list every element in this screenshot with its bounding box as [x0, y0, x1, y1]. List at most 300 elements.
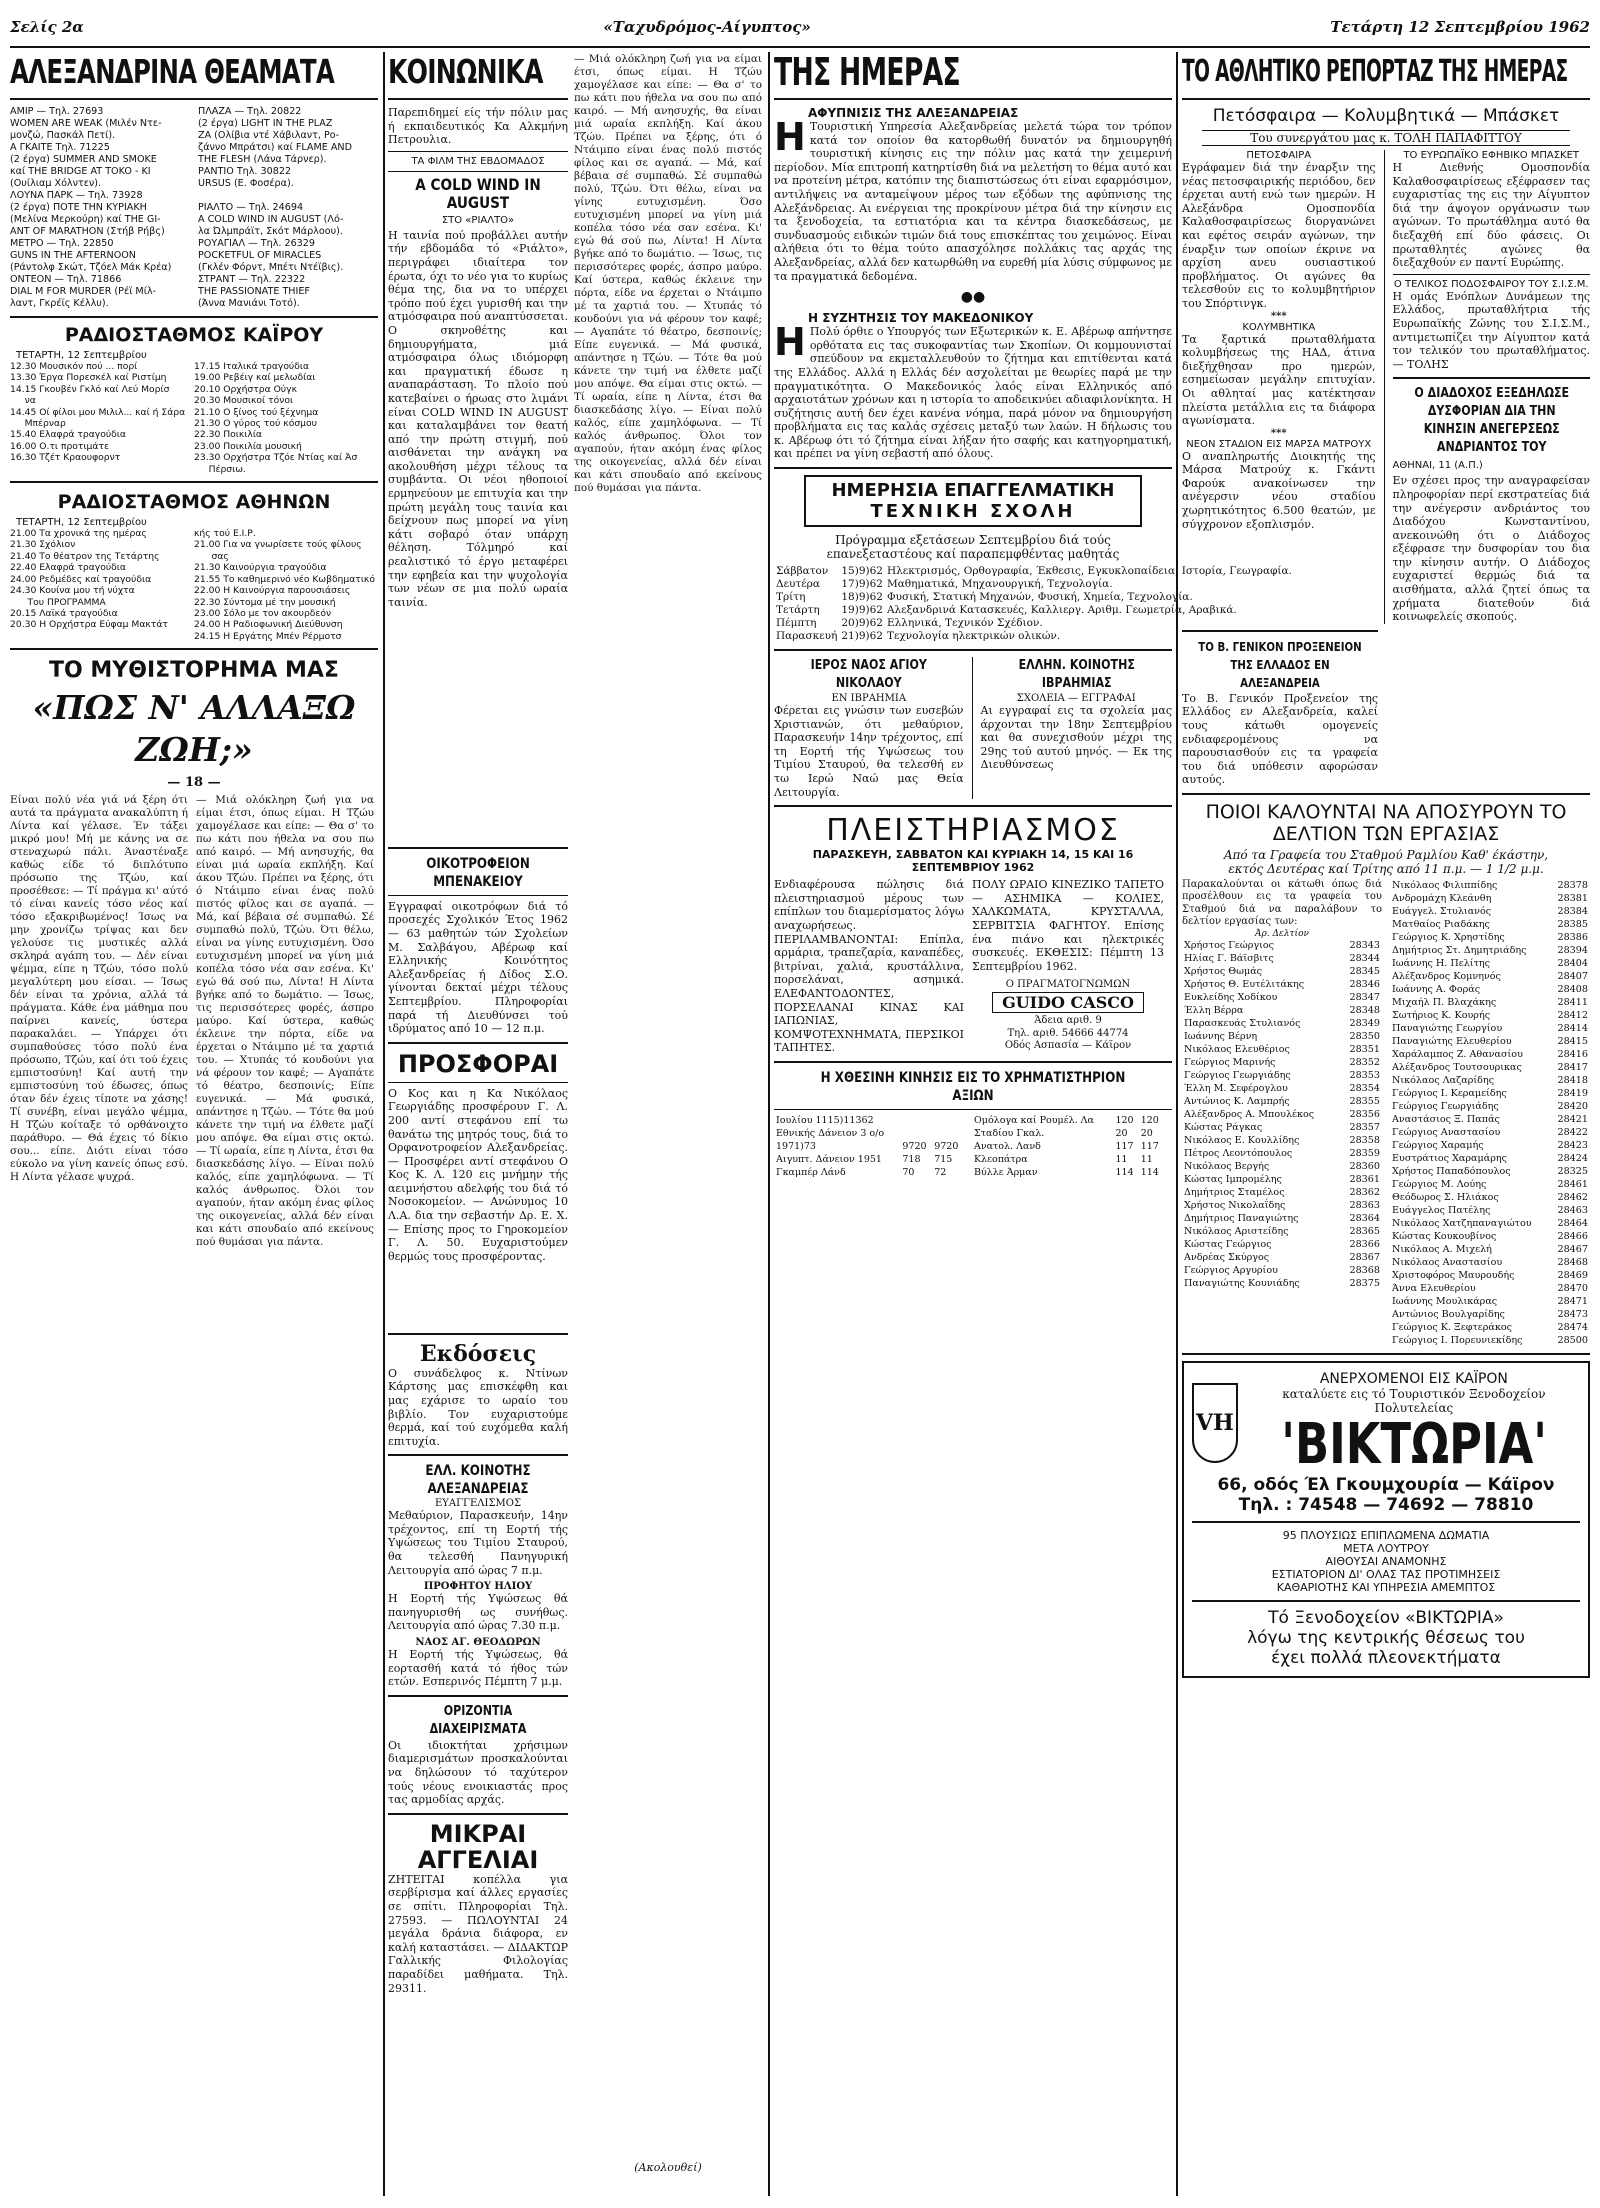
cinema-list: ΑΜΙΡ — Τηλ. 27693 WOMEN ARE WEAK (Μιλέν Ντε- μονζώ, Πασκάλ Πετί). Α ΓΚΑΙΤΕ Τηλ. 71225 (2 έργα) SUMMER AND SMOKE καί THE BRIDGE AT TOKO - ΚΙ (Ουίλιαμ Χόλντεν). ΛΟΥΝΑ ΠΑΡΚ — Τηλ. 73928 (2 έργα) ΠΟΤΕ ΤΗΝ ΚΥΡΙΑΚΗ (Μελίνα Μερκούρη) καί THE GI- ANT OF MARATHON (Στήβ Ρήβς) ΜΕΤΡΟ — Τηλ. 22850 GUNS IN THE AFTERNOON (Ράντολφ Σκώτ, Τζόελ Μάκ Κρέα) ΟΝΤΕΟΝ — Τηλ. 71866 DIAL M FOR MURDER (Ρέϊ Μίλ- λαντ, Γκρέϊς Κέλλυ). [10, 106, 172, 309]
table-cell: Ευκλείδης Χοδίκου [1184, 991, 1278, 1003]
table-cell: Ελληνικά, Τεχνικόν Σχέδιον. [886, 617, 1043, 630]
table-cell: 117 [1140, 1140, 1159, 1152]
table-cell: 18)9)62 [841, 591, 883, 604]
table-cell: 28424 [1557, 1153, 1588, 1164]
hotel-feature: ΑΙΘΟΥΣΑΙ ΑΝΑΜΟΝΗΣ [1325, 1555, 1447, 1568]
table-row [1182, 1277, 1382, 1290]
table-cell: Έλλη Βέρρα [1184, 1004, 1244, 1016]
column-theatres [10, 52, 378, 2196]
table-row [1390, 1282, 1590, 1295]
church-title: ΠΡΟΦΗΤΟΥ ΗΛΙΟΥ [423, 1581, 533, 1593]
radio-program: 12.30 Μουσικόν πού ... πορί 13.30 Έργα Πορεσκέλ καί Ριστίμη 14.15 Γκουβέν Γκλό καί Λεύ Μορίσ να 14.45 Οί φίλοι μου Μιλιλ... καί ή Σάρα Μπέρναρ 15.40 Ελαφρά τραγούδια 16.00 Ο.τι προτιμάτε 16.30 Τζέτ Κραουφορντ [10, 361, 186, 464]
table-cell: Χρήστος Θωμάς [1184, 965, 1263, 977]
table-row [1182, 1199, 1382, 1212]
table-row [1390, 931, 1590, 944]
table-row [1390, 1139, 1590, 1152]
novel-title: «ΠΩΣ Ν' ΑΛΛΑΞΩ ΖΩΗ;» [32, 688, 356, 770]
society-note: Παρεπιδημεί είς τήν πόλιν μας ή εκπαιδευτικός Κα Αλκμήνη Πετρουλια. [388, 106, 568, 147]
bourse-title: Η ΧΘΕΣΙΝΗ ΚΙΝΗΣΙΣ ΕΙΣ ΤΟ ΧΡΗΜΑΤΙΣΤΗΡΙΟΝ ΑΞΙΩΝ [820, 1069, 1126, 1104]
table-cell: 17)9)62 [841, 578, 883, 591]
table-row [1182, 965, 1382, 978]
table-cell: Αντώνιος Κ. Λαμπρής [1184, 1095, 1290, 1107]
table-row [1182, 1082, 1382, 1095]
table-row [1390, 1256, 1590, 1269]
table-cell: Ευάγγελ. Στυλιανός [1392, 906, 1492, 917]
table-cell: 114 [1140, 1166, 1159, 1178]
final-title: Ο ΤΕΛΙΚΟΣ ΠΟΔΟΣΦΑΙΡΟΥ ΤΟΥ Σ.Ι.Σ.Μ. [1393, 278, 1589, 290]
table-row [1390, 957, 1590, 970]
table-cell: 28461 [1557, 1179, 1588, 1190]
appraiser-address: Άδεια αριθ. 9 Τηλ. αριθ. 54666 44774 Oδός Ασπασία — Κάϊρον [1004, 1015, 1132, 1052]
separator-icon: ●● [960, 289, 986, 306]
hotel-feature: ΜΕΤΑ ΛΟΥΤΡΟΥ [1343, 1542, 1429, 1555]
swim-text: Τα ξαρτικά πρωταθλήματα κολυμβήσεως της ΗΑΔ, άτινα διεξήχθησαν προ ημερών, εσημείωσαν μεγάλην επιτυχίαν. Οι αθληταί μας κατέκτησαν πλείστα μετάλλια εις τα διάφορα αγωνίσματα. [1182, 332, 1376, 428]
hotel-feature: ΚΑΘΑΡΙΟΤΗΣ ΚΑΙ ΥΠΗΡΕΣΙΑ ΑΜΕΜΠΤΟΣ [1276, 1581, 1496, 1594]
stadium-title: ΝΕΟΝ ΣΤΑΔΙΟΝ ΕΙΣ ΜΑΡΣΑ ΜΑΤΡΟΥΧ [1186, 438, 1372, 450]
table-cell: 72 [934, 1166, 947, 1178]
newspaper-page [10, 8, 1590, 2200]
succession-title: Ο ΔΙΑΔΟΧΟΣ ΕΞΕΔΗΛΩΣΕ ΔΥΣΦΟΡΙΑΝ ΔΙΑ ΤΗΝ ΚΙΝΗΣΙΝ ΑΝΕΓΕΡΣΕΩΣ ΑΝΔΡΙΑΝΤΟΣ ΤΟΥ [1413, 386, 1569, 456]
page-header [10, 8, 1590, 48]
column-rule [383, 52, 385, 2196]
border-title: ΟΡΙΖΟΝΤΙΑ ΔΙΑΧΕΙΡΙΣΜΑΤΑ [429, 1703, 527, 1737]
table-row [1390, 1217, 1590, 1230]
auction-text: Ενδιαφέρουσα πώλησις διά πλειστηριασμού μέρους των επίπλων του διαμερίσματος λόγω αναχωρήσεως. ΠΕΡΙΛΑΜΒΑΝΟΝΤΑΙ: Επίπλα, αρμάρια, τραπεζαρία, καναπέδες, βιτρίναι, χαλιά, κρυστάλλινα, πορσελάναι, ασημικά. ΕΛΕΦΑΝΤΟΔΟΝΤΕΣ, ΠΟΡΣΕΛΑΝΑΙ ΚΙΝΑΣ ΚΑΙ ΙΑΠΩΝΙΑΣ, ΚΟΜΨΟΤΕΧΝΗΜΑΤΑ, ΠΕΡΣΙΚΟΙ ΤΑΠΗΤΕΣ. [774, 878, 964, 1055]
hotel-crest-icon: VH [1192, 1383, 1238, 1463]
hotel-feature: ΕΣΤΙΑΤΟΡΙΟΝ ΔΙ' ΟΛΑΣ ΤΑΣ ΠΡΟΤΙΜΗΣΕΙΣ [1271, 1568, 1501, 1581]
table-row [1390, 1321, 1590, 1334]
table-row [1390, 1152, 1590, 1165]
table-cell: 28462 [1557, 1192, 1588, 1203]
table-cell [900, 1127, 932, 1140]
table-row [972, 1114, 1164, 1127]
community-text: Αι εγγραφαί εις τα σχολεία μας άρχονται την 18ην Σεπτεμβρίου και θα συνεχισθούν μέχρι της 29ης τού αυτού μηνός. — Εκ της Διευθύνσεως [980, 704, 1172, 772]
table-cell: Αιγυπτ. Δάνειον 1951 [776, 1153, 882, 1165]
consulate-title: ΤΟ Β. ΓΕΝΙΚΟΝ ΠΡΟΞΕΝΕΙΟΝ ΤΗΣ ΕΛΛΑΔΟΣ ΕΝ ΑΛΕΞΑΝΔΡΕΙΑ [1198, 639, 1362, 690]
table-cell: Νικόλαος Αριστείδης [1184, 1225, 1289, 1237]
table-row [1182, 978, 1382, 991]
table-cell: Φυσική, Στατική Μηχανών, Φυσική, Χημεία, Τεχνολογία. [886, 591, 1193, 604]
table-cell: 715 [934, 1153, 953, 1165]
table-cell: Άννα Ελευθερίου [1392, 1283, 1476, 1294]
table-row [1182, 1173, 1382, 1186]
novel-label: ΤΟ ΜΥΘΙΣΤΟΡΗΜΑ ΜΑΣ [49, 658, 339, 684]
table-cell: 28464 [1557, 1218, 1588, 1229]
table-row [1390, 1308, 1590, 1321]
story-text [774, 320, 1172, 461]
table-row [1390, 1061, 1590, 1074]
table-cell: 28367 [1349, 1251, 1380, 1263]
hotel-tagline: λόγω της κεντρικής θέσεως του [1247, 1628, 1525, 1648]
community-sub: ΣΧΟΛΕΙΑ — ΕΓΓΡΑΦΑΙ [1016, 693, 1136, 705]
table-cell: Κώστας Γεώργιος [1184, 1238, 1272, 1250]
table-row [972, 1140, 1164, 1153]
table-cell: Δευτέρα [776, 578, 820, 591]
table-cell: Παναγιώτης Κουνιάδης [1184, 1277, 1300, 1289]
table-row [1390, 1204, 1590, 1217]
column-rule [1176, 52, 1178, 2196]
table-row [1182, 939, 1382, 952]
table-cell: 28384 [1557, 906, 1588, 917]
table-row [774, 1166, 964, 1179]
radio-program: 17.15 Ιταλικά τραγούδια 19.00 Ρεβέιγ καί μελωδίαι 20.10 Ορχήστρα Ούγκ 20.30 Μουσικοί τόνοι 21.10 Ο ξίνος τού ξέχνημα 21.30 Ο γύρος τού κόσμου 22.30 Ποικιλία 23.00 Ποικιλία μουσική 23.30 Ορχήστρα Τζόε Ντίας καί Άσ Πέρσιω. [194, 361, 358, 475]
table-cell: Παρασκευή [776, 630, 838, 643]
table-cell: 28363 [1349, 1199, 1380, 1211]
table-cell: Χρήστος Θ. Ευτέλιτάκης [1184, 978, 1305, 990]
table-row [1182, 1251, 1382, 1264]
issue-date: Τετάρτη 12 Σεπτεμβρίου 1962 [1330, 18, 1590, 36]
table-row [1390, 1269, 1590, 1282]
table-cell [900, 1114, 932, 1127]
table-cell: Τετάρτη [776, 604, 820, 617]
hotel-feature: 95 ΠΛΟΥΣΙΩΣ ΕΠΙΠΛΩΜΕΝΑ ΔΩΜΑΤΙΑ [1282, 1529, 1490, 1542]
hotel-tagline: Τό Ξενοδοχείον «ΒΙΚΤΩΡΙΑ» [1268, 1608, 1504, 1628]
table-cell: Αλέξανδρος Τουτσουρικας [1392, 1062, 1522, 1073]
table-cell: 28418 [1557, 1075, 1588, 1086]
sports-subtitle: Πετόσφαιρα — Κολυμβητικά — Μπάσκετ [1212, 106, 1560, 126]
table-cell: Τεχνολογία ηλεκτρικών ολικών. [886, 630, 1061, 643]
table-cell: 28375 [1349, 1277, 1380, 1289]
table-cell: Αλέξανδρος Α. Μπουλέκος [1184, 1108, 1315, 1120]
table-cell: Χαράλαμπος Ζ. Αθανασίου [1392, 1049, 1523, 1060]
succession-text: Εν σχέσει προς την αναγραφείσαν πληροφορίαν περί εκστρατείας διά την ανέγερσιν ανδριάντος του Διαδόχου Κωνσταντίνου, ανεκοινώθη ότι ο Διάδοχος εξέφρασε την δυσφορίαν του δια την κίνησιν αυτήν. Ο Διάδοχος ευχαριστεί θερμώς διά τα αισθήματα, αλλά ζητεί όπως τα χρήματα διατεθούν διά κοινωφελείς σκοπούς. [1392, 474, 1590, 624]
table-row [1390, 1334, 1590, 1347]
table-cell: Αντώνιος Βουλγαρίδης [1392, 1309, 1505, 1320]
table-cell: Νικόλαος Λαζαρίδης [1392, 1075, 1495, 1086]
story-body: Πολύ όρθιε ο Υπουργός των Εξωτερικών κ. Ε. Αβέρωφ απήντησε ορθότατα εις τας συκοφαντίας των Σκοπίων. Οι κομμουνισταί σπεύδουν να εκμεταλλευθούν το ζήτημα και επιτίθενται κατά της Ελλάδος. Αλλά η Ελλάς δέν ασχολείται με θεωρίες παρά με την πραγματικότητα. Ο Μακεδονικός λαός είναι Ελληνικός από αρχαιοτάτων χρόνων και η ιστορία το αποδεικνύει αδιαφιλονίκητα. Η συζήτησις αυτή δεν έχει κανένα νόημα, παρά μόνον να δημιουργήση προβλήματα εις τας καλάς σχέσεις μεταξύ των λαών. Η δήλωσις του κ. Αβέρωφ ότι τό ζήτημα είναι λήξαν ήτο σαφής και κατηγορηματική, και πρέπει να γίνη σεβαστή από όλους. [774, 325, 1172, 461]
auction-text: ΠΟΛΥ ΩΡΑΙΟ ΚΙΝΕΖΙΚΟ ΤΑΠΕΤΟ — ΑΣΗΜΙΚΑ — ΚΟΛΙΕΣ, ΧΑΛΚΩΜΑΤΑ, ΚΡΥΣΤΑΛΛΑ, ΣΕΡΒΙΤΣΙΑ ΦΑΓΗΤΟΥ. Επίσης ένα πιάνο και ηλεκτρικές συσκευές. ΕΚΘΕΣΙΣ: Πέμπτη 13 Σεπτεμβρίου 1962. [972, 878, 1164, 973]
community-title: ΕΛΛ. ΚΟΙΝΟΤΗΣ ΑΛΕΞΑΝΔΡΕΙΑΣ [425, 1463, 531, 1498]
church-text: Η Εορτή τής Υψώσεως, θά εορτασθή κατά τό ήθος τών ετών. Εσπερινός Πέμπτη 7 μ.μ. [388, 1648, 568, 1689]
table-row [1390, 1126, 1590, 1139]
sports-byline: Του συνεργάτου μας κ. ΤΟΛΗ ΠΑΠΑΦΙΤΤΟΥ [1202, 130, 1570, 146]
table-cell: 28416 [1557, 1049, 1588, 1060]
hotel-tagline: έχει πολλά πλεονεκτήματα [1271, 1648, 1501, 1668]
table-cell: 28344 [1349, 952, 1380, 964]
table-row [1390, 879, 1590, 892]
table-cell: Βύλλε Άρμαν [974, 1166, 1038, 1178]
table-cell: Σάββατον [776, 565, 829, 578]
table-cell: Ιωάννης Α. Φοράς [1392, 984, 1481, 995]
table-cell: 28412 [1557, 1010, 1588, 1021]
table-row [1390, 918, 1590, 931]
table-row [1182, 1238, 1382, 1251]
church-text: Φέρεται εις γνώσιν των ευσεβών Χριστιανών, ότι μεθαύριον, Παρασκευήν 14ην τρέχοντος, επί τη Εορτή τής Υψώσεως του Τιμίου Σταυρού, θα τελεσθή εν τω Ιερώ Ναώ μας Θεία Λειτουργία. [774, 704, 964, 799]
small-ads-title: ΜΙΚΡΑΙ ΑΓΓΕΛΙΑΙ [417, 1819, 539, 1874]
table-cell: 9720 [902, 1140, 927, 1152]
table-cell: 11 [1140, 1153, 1153, 1165]
table-row [1182, 1030, 1382, 1043]
table-cell: 28474 [1557, 1322, 1588, 1333]
table-cell: 28347 [1349, 991, 1380, 1003]
table-row [1390, 1048, 1590, 1061]
section-title: ΑΛΕΞΑΝΔΡΙΝΑ ΘΕΑΜΑΤΑ [10, 52, 335, 91]
table-cell: 28394 [1557, 945, 1588, 956]
table-row [1182, 1225, 1382, 1238]
table-cell: Χρήστος Νικολαΐδης [1184, 1199, 1286, 1211]
table-cell: 28364 [1349, 1212, 1380, 1224]
border-text: Οι ιδιοκτήται χρήσιμων διαμερισμάτων προσκαλούνται να δηλώσουν τό ταχύτερον τούς νέους ενοικιαστάς προς τας αρμοδίας αρχάς. [388, 1738, 568, 1807]
lottery-column-label: Άρ. Δελτίον [1255, 928, 1309, 939]
auction-dates: ΠΑΡΑΣΚΕΥΗ, ΣΑΒΒΑΤΟΝ ΚΑΙ ΚΥΡΙΑΚΗ 14, 15 ΚΑΙ 16 ΣΕΠΤΕΜΒΡΙΟΥ 1962 [812, 848, 1134, 875]
appraiser-name: GUIDO CASCO [992, 992, 1144, 1013]
table-cell [932, 1127, 964, 1140]
table-cell: Ματθαίος Ριαδάκης [1392, 919, 1490, 930]
table-cell: 120 [1115, 1114, 1134, 1126]
hotel-banner: ΑΝΕΡΧΟΜΕΝΟΙ ΕΙΣ ΚΑΪΡΟΝ [1319, 1371, 1508, 1387]
lottery-intro: Παρακαλούνται οι κάτωθι όπως διά προσέλθουν εις τα γραφεία του Σταθμού διά να παραλάβουν το δελτίον εργασίας των: [1182, 879, 1382, 928]
table-row [1182, 1108, 1382, 1121]
community-text: Μεθαύριον, Παρασκευήν, 14ην τρέχοντος, επί τη Εορτή τής Υψώσεως του Τιμίου Σταυρού, θα τελεσθή Πανηγυρική Λειτουργία από ώρας 7 π.μ. [388, 1509, 568, 1577]
table-row [1390, 1178, 1590, 1191]
table-row [1182, 1043, 1382, 1056]
consulate-text: Το Β. Γενικόν Προξενείον της Ελλάδος εν Αλεξανδρεία, καλεί τους κάτωθι ομογενείς ενδιαφερομένους να παρουσιασθούν εις τα γραφεία του διά υπόθεσιν αφορώσαν αυτούς. [1182, 691, 1378, 787]
table-cell: 718 [902, 1153, 921, 1165]
radio-program: 21.00 Τα χρονικά της ημέρας 21.30 Σχόλιον 21.40 Το θέατρον της Τετάρτης 22.40 Ελαφρά τραγούδια 24.00 Ρεδμέδες καί τραγούδια 24.30 Κουίνα μου τή νύχτα Του ΠΡΟΓΡΑΜΜΑ 20.15 Λαϊκά τραγούδια 20.30 Η Ορχήστρα Εύφαμ Μακτάτ [10, 528, 168, 631]
table-cell: Νικόλαος Χατζηπαναγιώτου [1392, 1218, 1532, 1229]
table-cell: 28469 [1557, 1270, 1588, 1281]
table-cell: Αλεξανδρινά Κατασκευές, Καλλιεργ. Αριθμ. Γεωμετρία, Αραβικά. [886, 604, 1237, 617]
table-cell: 28345 [1349, 965, 1380, 977]
table-cell: 70 [902, 1166, 915, 1178]
lottery-table [1182, 939, 1382, 1290]
table-cell: 28407 [1557, 971, 1588, 982]
story-text [774, 115, 1172, 283]
table-row [1182, 952, 1382, 965]
table-cell: 28354 [1349, 1082, 1380, 1094]
table-cell: 28421 [1557, 1114, 1588, 1125]
table-row [972, 1153, 1164, 1166]
table-cell: Γεώργιος Κ. Ξεφτεράκος [1392, 1322, 1513, 1333]
table-cell: Ανδρέας Σκύργος [1184, 1251, 1270, 1263]
table-row [1182, 1160, 1382, 1173]
table-row [972, 1127, 1164, 1140]
table-cell: 28356 [1349, 1108, 1380, 1120]
table-cell: Δημήτριος Σταμέλος [1184, 1186, 1285, 1198]
table-cell: Ευστράτιος Χαραμάρης [1392, 1153, 1507, 1164]
table-cell: Δημήτριος Παναγιώτης [1184, 1212, 1299, 1224]
table-cell: Νικόλαος Αναστασίου [1392, 1257, 1503, 1268]
table-cell: 28352 [1349, 1056, 1380, 1068]
church-title: ΙΕΡΟΣ ΝΑΟΣ ΑΓΙΟΥ ΝΙΚΟΛΑΟΥ [810, 658, 927, 692]
table-row [1390, 1022, 1590, 1035]
table-row [1182, 1264, 1382, 1277]
hotel-banner: καταλύετε εις τό Τουριστικόν Ξενοδοχείον Πολυτελείας [1282, 1387, 1546, 1415]
table-row [1390, 1113, 1590, 1126]
table-cell: Νικόλαος Βεργής [1184, 1160, 1270, 1172]
table-row [1182, 1069, 1382, 1082]
table-row [1182, 1056, 1382, 1069]
table-cell: Παρασκευάς Στυλιανός [1184, 1017, 1301, 1029]
table-cell: Μιχαήλ Π. Βλαχάκης [1392, 997, 1497, 1008]
table-cell: Νικόλαος Ε. Κουλλίδης [1184, 1134, 1300, 1146]
table-cell: 28346 [1349, 978, 1380, 990]
table-cell: 28471 [1557, 1296, 1588, 1307]
table-cell: Ομόλογα καί Ρουμέλ. Λα [974, 1114, 1094, 1126]
offers-text: Ο Κος και η Κα Νικόλαος Γεωργιάδης προσφέρουν Γ. Λ. 200 αντί στεφάνου επί τω θανάτω της μητρός τους, διά το Ορφανοτροφείον Αλεξανδρείας. — Προσφέρει αντί στεφάνου Ο Κος Κ. Λ. 120 εις μνήμην τής αειμνήστου αδελφής του διά τό Νοσοκομείον. — Ανώνυμος 10 Λ.Α. δια την σεβαστήν Δρ. Ε. Χ. — Επίσης προς το Γηροκομείον Γ. Λ. 50. Ευχαριστούμεν θερμώς τους προσφέροντας. [388, 1086, 568, 1263]
table-cell: 28463 [1557, 1205, 1588, 1216]
table-row [1182, 991, 1382, 1004]
column-rule [768, 52, 770, 2196]
table-cell: Χρήστος Παπαδόπουλος [1392, 1166, 1511, 1177]
table-cell: Γεώργιος Ι. Κεραμείδης [1392, 1088, 1507, 1099]
table-row [1390, 1230, 1590, 1243]
table-cell: 20 [1140, 1127, 1153, 1139]
film-review: Η ταινία πού προβάλλει αυτήν τήν εβδομάδα τό «Ριάλτο», περιγράφει ιδιαίτερα τον έρωτα, όχι το νέο για το κυρίως θέμα της, δια να το υπέρχει τρόπο πού έχει γυρισθή και την ατμόσφαιρα πού αναπτύσσεται. Ο σκηνοθέτης και δημιουργήματα, μιά ατμόσφαιρα όλως ιδιόμορφη και πραγματική έδωσε η αναπαράσταση. Το πλοίο πού κατεβαίνει ο ήρωας στο λιμάνι είναι COLD WIND IN AUGUST και καταλαμβάνει τον θεατή από την πρώτη στιγμή, πού αισθάνεται την ανάγκη να ακολουθήση μέχρι τέλους τα συμβάντα. Οι νέοι ηθοποιοί ερμηνεύουν με επιτυχία και την πρώτη μεγάλη τους ταινία και δείχνουν πως μπορεί να γίνη κάτι σοβαρό όταν υπάρχη θέληση. Τόλμηρό καί ρεαλιστικό τό έργο μεταφέρει την εφηβεία και την ψυχολογία των νέων σε μια πολύ ωραία ταινία. [388, 228, 568, 609]
table-cell: 28417 [1557, 1062, 1588, 1073]
story-title: Η ΣΥΖΗΤΗΣΙΣ ΤΟΥ ΜΑΚΕΔΟΝΙΚΟΥ [808, 311, 1034, 326]
lottery-table [1390, 879, 1590, 1347]
table-row [1390, 944, 1590, 957]
table-cell: 28366 [1349, 1238, 1380, 1250]
table-cell: 21)9)62 [841, 630, 883, 643]
table-cell: Γκαμπέρ Λάνδ [776, 1166, 846, 1178]
table-row [1390, 1009, 1590, 1022]
table-cell: Παναγιώτης Ελευθερίου [1392, 1036, 1512, 1047]
table-cell: Μαθηματικά, Μηχανουργική, Τεχνολογία. [886, 578, 1113, 591]
table-cell: 28355 [1349, 1095, 1380, 1107]
table-cell: 28420 [1557, 1101, 1588, 1112]
table-cell: 1971)73 [776, 1140, 816, 1152]
table-cell: 28343 [1349, 939, 1380, 951]
table-cell: Χριστοφόρος Μαυρουδής [1392, 1270, 1515, 1281]
column-society [388, 52, 764, 2196]
film-title: A COLD WIND IN AUGUST [415, 174, 541, 212]
table-cell: Παναγιώτης Γεωργίου [1392, 1023, 1503, 1034]
school-text: Εγγραφαί οικοτρόφων διά τό προσεχές Σχολικόν Έτος 1962 — 63 μαθητών τών Σχολείων Μ. Σαλβάγου, Αβέρωφ καί Ελληνικής Κοινότητος Αλεξανδρείας ή Δίδος Σ.Ο. γίνονται δεκταί μέχρι τέλους Σεπτεμβρίου. Πληροφορίαι παρά τή Διευθύνσει τού ιδρύματος από 10 — 12 π.μ. [388, 899, 568, 1036]
table-row [1182, 1134, 1382, 1147]
table-cell: Κώστας Ράγκας [1184, 1121, 1263, 1133]
appraiser-label: Ο ΠΡΑΓΜΑΤΟΓΝΩΜΩΝ [1005, 979, 1131, 991]
final-text: Η ομάς Ενόπλων Δυνάμεων της Ελλάδος, πρωταθλήτρια τής Ευρωπαϊκής Ζώνης του Σ.Ι.Σ.Μ., αντιμετωπίζει την Αίγυπτον κατά τον τελικόν του πρωταθλήματος. — ΤΟΛΗΣ [1392, 289, 1590, 371]
table-cell: 28359 [1349, 1147, 1380, 1159]
table-cell: 28419 [1557, 1088, 1588, 1099]
table-row [1182, 1004, 1382, 1017]
novel-text: — Μιά ολόκληρη ζωή για να είμαι έτσι, όπως είμαι. Η Τζώυ χαμογέλασε και είπε: — Θα σ' το πω κάτι που ήθελα να σου πω από καιρό. — Μή ανησυχής, θα είναι μιά ωραία εκπλήξη. Καί άκου Τζώυ. Πρέπει να ξέρης, ότι ό Ντάιμπο είναι ένας πολύ πιστός φίλος και σε αγαπά. — Μά, καί βέβαια σέ συμπαθώ. Σέ συμπαθώ πολύ, Τζώυ. Ότι θέλω, είναι να γίνης ευτυχισμένη. Όσο ευτυχισμένη μπορεί να γίνη μιά κοπέλα τόσο νέα σαν εσένα. Κι' εγώ θά σού πω, Λίντα! Η Λίντα βγήκε από το δωμάτιο. — Ίσως, τις περισσότερες φορές, άσπρο μαύρο. Καί ύστερα, καθώς έκλεινε την πόρτα, είδε να έρχεται ο Ντάιμπο μέ τα χαρτιά του. — Χτυπάς τό κουδούνι για νά φέρουν τον καφέ; — Αγαπάτε τό θέατρο, δεσποινίς; Είπε ευγενικά. — Μά φυσικά, απάντησε η Τζώυ. — Τότε θα μού κάνετε την τιμή να έλθετε μαζί μου απόψε. Θα είμαι στις οκτώ. — Τί ωραία, είπε η Λίντα, έτσι θα διασκεδάσης λίγο. — Είναι πολύ καλός, είπε χαμηλόφωνα. — Τί καλός άνθρωπος. Όλοι τον αγαπούν, ήταν ακόμη ένας φίλος της οικογενείας, αλλά δέν είναι και κάτι σπουδαίο από εκείνους πού θυμάσαι για πάντα. [196, 794, 374, 1249]
small-ads-text: ΖΗΤΕΙΤΑΙ κοπέλλα για σερβίρισμα καί άλλες εργασίες σε σπίτι. Πληροφορίαι Τηλ. 27593. — ΠΩΛΟΥΝΤΑΙ 24 μεγάλα δράνια διάφορα, εν καλή καταστάσει. — ΔΙΔΑΚΤΩΡ Γαλλικής Φιλολογίας παραδίδει μαθήματα. Τηλ. 29311. [388, 1872, 568, 1995]
table-cell: Γεώργιος Ι. Πορευνιεκίδης [1392, 1335, 1523, 1346]
table-cell: Ιωάννης Βέρνη [1184, 1030, 1258, 1042]
table-row [1390, 1295, 1590, 1308]
table-cell: 28378 [1557, 880, 1588, 891]
table-row [972, 1166, 1164, 1179]
table-cell: 28411 [1557, 997, 1588, 1008]
column-sports: ΤΟ ΑΘΛΗΤΙΚΟ ΡΕΠΟΡΤΑΖ ΤΗΣ ΗΜΕΡΑΣ Πετόσφαιρα — Κολυμβητικά — Μπάσκετ Του συνεργάτου μας κ. ΤΟΛΗ ΠΑΠΑΦΙΤΤΟΥ ΠΕΤΟΣΦΑΙΡΑ Εγράφαμεν διά την έναρξιν της νέας πετοσφαιρικής περιόδου, δεν έρχεται αυτή ενώ των ημερών. Η Αλεξάνδρα Ομοσπονδία Καλαθοσφαιρίσεως διοργανώνει και εφέτος σειράν αγώνων, την έναρξιν των οποίων έκρινε να αρχίση ανευ ουσιαστικού προβλήματος. Οι αγώνες θα τελεσθούν εις το κολυμβητήριον του Σπόρτινγκ. *** ΚΟΛΥΜΒΗΤΙΚΑ Τα ξαρτικά πρωταθλήματα κολυμβήσεως της ΗΑΔ, άτινα διεξήχθησαν προ ημερών, εσημείωσαν μεγάλην επιτυχίαν. Οι αθληταί μας κατέκτησαν πλείστα μετάλλια εις τα διάφορα αγωνίσματα. *** ΝΕΟΝ ΣΤΑΔΙΟΝ ΕΙΣ ΜΑΡΣΑ ΜΑΤΡΟΥΧ Ο αναπληρωτής Διοικητής της Μάρσα Ματρούχ κ. Γκάντι Φαρούκ ανακοίνωσεν την ανέγερσιν νέου σταδίου χωρητικότητος 6.500 θεατών, με σύγχρονον εξοπλισμόν. ΤΟ ΕΥΡΩΠΑΪΚΟ ΕΦΗΒΙΚΟ ΜΠΑΣΚΕΤ Η Διεθνής Ομοσπονδία Καλαθοσφαιρίσεως εξέφρασεν τας ευχαριστίας της εις την Αίγυπτον διά την άψογον οργάνωσιν των αγώνων. Το πρωτάθλημα αυτό θα διεξαχθή επί δύο φάσεις. Οι πρωταθλητές αγώνες θα διεξαχθούν εν παντί Ευρώπης. Ο ΤΕΛΙΚΟΣ ΠΟΔΟΣΦΑΙΡΟΥ ΤΟΥ Σ.Ι.Σ.Μ. Η ομάς Ενόπλων Δυνάμεων της Ελλάδος, πρωταθλήτρια τής Ευρωπαϊκής Ζώνης του Σ.Ι.Σ.Μ., αντιμετωπίζει την Αίγυπτον κατά τον τελικόν του πρωταθλήματος. — ΤΟΛΗΣ Ο ΔΙΑΔΟΧΟΣ ΕΞΕΔΗΛΩΣΕ ΔΥΣΦΟΡΙΑΝ ΔΙΑ ΤΗΝ ΚΙΝΗΣΙΝ ΑΝΕΓΕΡΣΕΩΣ ΑΝΔΡΙΑΝΤΟΣ ΤΟΥ ΑΘΗΝΑΙ, 11 (Α.Π.) Εν σχέσει προς την αναγραφείσαν πληροφορίαν περί εκστρατείας διά την ανέγερσιν ανδριάντος του Διαδόχου Κωνσταντίνου, ανεκοινώθη ότι ο Διάδοχος εξέφρασε την δυσφορίαν του δια την κίνησιν αυτήν. Ο Διάδοχος ευχαριστεί θερμώς διά τα αισθήματα, αλλά ζητεί όπως τα χρήματα διατεθούν διά κοινωφελείς σκοπούς. ΤΟ Β. ΓΕΝΙΚΟΝ ΠΡΟΞΕΝΕΙΟΝ ΤΗΣ ΕΛΛΑΔΟΣ ΕΝ ΑΛΕΞΑΝΔΡΕΙΑ Το Β. Γενικόν Προξενείον της Ελλάδος εν Αλεξανδρεία, καλεί τους κάτωθι ομογενείς ενδιαφερομένους να παρουσιασθούν εις τα γραφεία του διά υπόθεσιν αφορώσαν αυτούς. ΠΟΙΟΙ ΚΑΛΟΥΝΤΑΙ ΝΑ ΑΠΟΣΥΡΟΥΝ ΤΟ ΔΕΛΤΙΟΝ ΤΩΝ ΕΡΓΑΣΙΑΣ Από τα Γραφεία του Σταθμού Ραμλίου Καθ' έκάστην, εκτός Δευτέρας καί Τρίτης από 11 π.μ. — 1 1/2 μ.μ. Παρακαλούνται οι κάτωθι όπως διά προσέλθουν εις τα γραφεία του Σταθμού διά να παραλάβουν το δελτίον εργασίας των: Άρ. Δελτίον Χρήστος Γεώργιος 28343 Ηλίας Γ. Βάϊσβιτς 28344 Χρήστος Θωμάς 28345 Χρήστος Θ. Ευτέλιτάκης 28346 Ευκλείδης Χοδίκου 28347 Έλλη Βέρρα 28348 Παρασκευάς Στυλιανός 28349 Ιωάννης Βέρνη 28350 Νικόλαος Ελευθέριος 28351 Γεώργιος Μαρινής 28352 Γεώργιος Γεωργιάδης 28353 Έλλη Μ. Σεφέρογλου 28354 Αντώνιος Κ. Λαμπρής 28355 Αλέξανδρος Α. Μπουλέκος 28356 Κώστας Ράγκας 28357 Νικόλαος Ε. Κουλλίδης 28358 Πέτρος Λεοντόπουλος 28359 Νικόλαος Βεργής 28360 Κώστας Ιμπρομέλης 28361 Δημήτριος Σταμέλος 28362 Χρήστος Νικολαΐδης 28363 Δημήτριος Παναγιώτης 28364 Νικόλαος Αριστείδης 28365 Κώστας Γεώργιος 28366 Ανδρέας Σκύργος 28367 Γεώργιος Αργυρίου 28368 Παναγιώτης Κουνιάδης 28375 Νικόλαος Φιλιππίδης 28378 Ανδρομάχη Κλεάνθη 28381 Ευάγγελ. Στυλιανός 28384 Ματθαίος Ριαδάκης 28385 Γεώργιος Κ. Χρηστίδης 28386 Δημήτριος Στ. Δημητριάδης 28394 Ιωάννης Η. Πελίτης 28404 Αλέξανδρος Κομνηνός 28407 Ιωάννης Α. Φοράς 28408 Μιχαήλ Π. Βλαχάκης 28411 Σωτήριος Κ. Κουρής 28412 Παναγιώτης Γεωργίου 28414 Παναγιώτης Ελευθερίου 28415 Χαράλαμπος Ζ. Αθανασίου 28416 Αλέξανδρος Τουτσουρικας 28417 Νικόλαος Λαζαρίδης 28418 Γεώργιος Ι. Κεραμείδης 28419 Γεώργιος Γεωργιάδης 28420 Αναστάσιος Ξ. Παπάς 28421 Γεώργιος Αναστασίου 28422 Γεώργιος Χαραμής 28423 Ευστράτιος Χαραμάρης 28424 Χρήστος Παπαδόπουλος 28325 Γεώργιος Μ. Λούης 28461 Θεόδωρος Σ. Ηλιάκος 28462 Ευάγγελος Πατέλης 28463 Νικόλαος Χατζηπαναγιώτου 28464 Κώστας Κουκουβίνος 28466 Νικόλαος Α. Μιχελή 28467 Νικόλαος Αναστασίου 28468 Χριστοφόρος Μαυρουδής 28469 Άννα Ελευθερίου 28470 Ιωάννης Μουλικάρας 28471 Αντώνιος Βουλγαρίδης 28473 Γεώργιος Κ. Ξεφτεράκος 28474 Γεώργιος Ι. Πορευνιεκίδης 28500 VH ΑΝΕΡΧΟΜΕΝΟΙ ΕΙΣ ΚΑΪΡΟΝ καταλύετε εις τό Τουριστικόν Ξενοδοχείον Πολυτελείας 'ΒΙΚΤΩΡΙΑ' 66, οδός Έλ Γκουμχουρία — Κάϊρον Τηλ. : 74548 — 74692 — 78810 95 ΠΛΟΥΣΙΩΣ ΕΠΙΠΛΩΜΕΝΑ ΔΩΜΑΤΙΑ ΜΕΤΑ ΛΟΥΤΡΟΥ ΑΙΘΟΥΣΑΙ ΑΝΑΜΟΝΗΣ ΕΣΤΙΑΤΟΡΙΟΝ ΔΙ' ΟΛΑΣ ΤΑΣ ΠΡΟΤΙΜΗΣΕΙΣ ΚΑΘΑΡΙΟΤΗΣ ΚΑΙ ΥΠΗΡΕΣΙΑ ΑΜΕΜΠΤΟΣ Τό Ξενοδοχείον «ΒΙΚΤΩΡΙΑ» λόγω της κεντρικής θέσεως του έχει πολλά πλεονεκτήματα [1182, 52, 1590, 2196]
radio-cairo-title: ΡΑΔΙΟΣΤΑΘΜΟΣ ΚΑΪΡΟΥ [64, 324, 324, 346]
table-cell: 28362 [1349, 1186, 1380, 1198]
radio-date: ΤΕΤΑΡΤΗ, 12 Σεπτεμβρίου [16, 350, 147, 361]
table-row [1182, 1095, 1382, 1108]
table-cell: Ανδρομάχη Κλεάνθη [1392, 893, 1492, 904]
table-cell: Γεώργιος Μ. Λούης [1392, 1179, 1487, 1190]
table-cell: Τρίτη [776, 591, 806, 604]
table-row [1182, 1147, 1382, 1160]
novel-part: — 18 — [167, 775, 221, 791]
hotel-phone: Τηλ. : 74548 — 74692 — 78810 [1238, 1495, 1534, 1515]
table-row [1390, 1165, 1590, 1178]
table-cell: Γεώργιος Αργυρίου [1184, 1264, 1278, 1276]
table-cell: Ιουλίου 1115)11362 [776, 1114, 874, 1126]
stadium-text: Ο αναπληρωτής Διοικητής της Μάρσα Ματρούχ κ. Γκάντι Φαρούκ ανακοίνωσεν την ανέγερσιν νέου σταδίου χωρητικότητος 6.500 θεατών, με σύγχρονον εξοπλισμόν. [1182, 449, 1376, 531]
cinema-list: ΠΛΑΖΑ — Τηλ. 20822 (2 έργα) LIGHT IN THE PLAZ ΖΑ (Ολίβια ντέ Χάβιλαντ, Ρο- ζάννο Μπράτσι) καί FLAME AND THE FLESH (Λάνα Τάρνερ). ΡΑΝΤΙΟ Τηλ. 30822 URSUS (Ε. Φοσέρα). ΡΙΑΛΤΟ — Τηλ. 24694 A COLD WIND IN AUGUST (Λό- λα Ώλμπράϊτ, Σκότ Μάρλοου). ΡΟΥΑΓΙΑΛ — Τηλ. 26329 POCKETFUL OF MIRACLES (Γκλέν Φόρντ, Μπέτι Ντέϊβις). ΣΤΡΑΝΤ — Τηλ. 22322 THE PASSIONATE THIEF (Άννα Μανιάνι Τοτό). [198, 106, 352, 309]
table-cell: Γεώργιος Γεωργιάδης [1184, 1069, 1291, 1081]
table-row [1390, 1035, 1590, 1048]
table-cell: Γεώργιος Γεωργιάδης [1392, 1101, 1499, 1112]
offers-title: ΠΡΟΣΦΟΡΑΙ [397, 1049, 559, 1078]
volley-text: Εγράφαμεν διά την έναρξιν της νέας πετοσφαιρικής περιόδου, δεν έρχεται αυτή ενώ των ημερών. Η Αλεξάνδρα Ομοσπονδία Καλαθοσφαιρίσεως διοργανώνει και εφέτος σειράν αγώνων, την έναρξιν των οποίων έκρινε να αρχίση ανευ ουσιαστικού προβλήματος. Οι αγώνες θα τελεσθούν εις το κολυμβητήριον του Σπόρτινγκ. [1182, 161, 1376, 310]
table-row [1390, 1100, 1590, 1113]
novel-continuation: — Μιά ολόκληρη ζωή για να είμαι έτσι, όπως είμαι. Η Τζώυ χαμογέλασε και είπε: — Θα σ' το πω κάτι που ήθελα να σου πω από καιρό. — Μή ανησυχής, θα είναι μιά ωραία εκπλήξη. Καί άκου Τζώυ. Πρέπει να ξέρης, ότι ό Ντάιμπο είναι ένας πολύ πιστός φίλος και σε αγαπά. — Μά, καί βέβαια σέ συμπαθώ. Σέ συμπαθώ πολύ, Τζώυ. Ότι θέλω, είναι να γίνης ευτυχισμένη. Όσο ευτυχισμένη μπορεί να γίνη μιά κοπέλα τόσο νέα σαν εσένα. Κι' εγώ θά σού πω, Λίντα! Η Λίντα βγήκε από το δωμάτιο. — Ίσως, τις περισσότερες φορές, άσπρο μαύρο. Καί ύστερα, καθώς έκλεινε την πόρτα, είδε να έρχεται ο Ντάιμπο μέ τα χαρτιά του. — Χτυπάς τό κουδούνι για νά φέρουν τον καφέ; — Αγαπάτε τό θέατρο, δεσποινίς; Είπε ευγενικά. — Μά φυσικά, απάντησε η Τζώυ. — Τότε θα μού κάνετε την τιμή να έλθετε μαζί μου απόψε. Θα είμαι στις οκτώ. — Τί ωραία, είπε η Λίντα, έτσι θα διασκεδάσης λίγο. — Είναι πολύ καλός, είπε χαμηλόφωνα. — Τί καλός άνθρωπος. Όλοι τον αγαπούν, ήταν ακόμη ένας φίλος της οικογενείας, αλλά δέν είναι και κάτι σπουδαίο από εκείνους πού θυμάσαι για πάντα. [574, 53, 762, 494]
table-cell [932, 1114, 964, 1127]
auction-title: ΠΛΕΙΣΤΗΡΙΑΣΜΟΣ [826, 813, 1120, 849]
table-cell: 28385 [1557, 919, 1588, 930]
table-cell: Γεώργιος Χαραμής [1392, 1140, 1484, 1151]
table-cell: Ηλίας Γ. Βάϊσβιτς [1184, 952, 1274, 964]
page-number: Σελίς 2α [10, 18, 84, 36]
table-cell: Νικόλαος Φιλιππίδης [1392, 880, 1498, 891]
swim-title: ΚΟΛΥΜΒΗΤΙΚΑ [1242, 321, 1316, 333]
table-cell: Ιωάννης Μουλικάρας [1392, 1296, 1498, 1307]
table-cell: Σωτήριος Κ. Κουρής [1392, 1010, 1491, 1021]
section-title: ΤΗΣ ΗΜΕΡΑΣ [774, 50, 961, 94]
church-text: Η Εορτή τής Υψώσεως θά πανηγυρισθή ως συνήθως. Λειτουργία από ώρας 7.30 π.μ. [388, 1592, 568, 1633]
table-row [1390, 983, 1590, 996]
table-cell: 28358 [1349, 1134, 1380, 1146]
section-title: ΤΟ ΑΘΛΗΤΙΚΟ ΡΕΠΟΡΤΑΖ ΤΗΣ ΗΜΕΡΑΣ [1182, 54, 1568, 89]
table-cell: Ευάγγελος Πατέλης [1392, 1205, 1491, 1216]
table-cell: 28466 [1557, 1231, 1588, 1242]
table-cell: 28350 [1349, 1030, 1380, 1042]
novel-text: Είναι πολύ νέα γιά νά ξέρη ότι αυτά τα πράγματα ανακαλύπτη ή Λίντα καί γέλασε. Έν τάξει μικρό μου! Μή με κάνης να σε στεναχωρώ πάλι. Άναστέναξε καθώς είδε τό διπλότυπο πρόσωπο της Τζώυ, καί προσέθεσε: — Τί πράγμα κι' αύτό τό είναι κανείς τόσο νέος καί τόσο εξακριβωμένος! Ίσως να μην χρονίζω τρίψας και δεν γελούσε τις μυστικές αλλά σκληρά αγάπη του. — Δέν είναι ψέμμα, είπε η Τζώυ, τόσο πολύ μεγαλύτερη μου είσαι. — Ίσως δέν είναι τα χρόνια, αλλά τά πράγματα. Κάθε ένα μάθημα που παίρνει κανείς, ύστερα παρακαλάει. — Υπάρχει ότι συμπαθούσες τόσο πολύ ένα πρόσωπο, Τζώυ, καί ότι τού έχεις εμπιστοσύνη! Καί αυτή την εμπιστοσύνη τού έδωσες, όπως όταν δέν έχεις τίποτε να χάσης! Τί συνέβη, είναι μεγάλο ψέμμα, Η Τζώυ κοίταξε τό ορθάνοιχτο παράθυρο. — Θά έχεις τό δίκιο σου... είπε. Διότι είναι τόσο εύκολο να γίνη κανείς όπως εσύ. Η Λίντα γέλασε ψυχρά. [10, 794, 188, 1184]
table-cell: Νικόλαος Ελευθέριος [1184, 1043, 1290, 1055]
community-sub: ΕΥΑΓΓΕΛΙΣΜΟΣ [434, 1498, 522, 1510]
table-cell: Ανατολ. Λανδ [974, 1140, 1041, 1152]
table-cell: 19)9)62 [841, 604, 883, 617]
table-cell: 28325 [1557, 1166, 1588, 1177]
table-cell: 28408 [1557, 984, 1588, 995]
table-cell: Πέτρος Λεοντόπουλος [1184, 1147, 1293, 1159]
table-cell: 28353 [1349, 1069, 1380, 1081]
lottery-title: ΠΟΙΟΙ ΚΑΛΟΥΝΤΑΙ ΝΑ ΑΠΟΣΥΡΟΥΝ ΤΟ ΔΕΛΤΙΟΝ ΤΩΝ ΕΡΓΑΣΙΑΣ [1205, 801, 1567, 845]
table-cell: 28500 [1557, 1335, 1588, 1346]
pubs-title: Εκδόσεις [419, 1340, 537, 1367]
table-cell: 28368 [1349, 1264, 1380, 1276]
table-row [1390, 1191, 1590, 1204]
lottery-subtitle: Από τα Γραφεία του Σταθμού Ραμλίου Καθ' έκάστην, εκτός Δευτέρας καί Τρίτης από 11 π.μ. — 1 1/2 μ.μ. [1223, 848, 1549, 876]
table-row [1182, 1212, 1382, 1225]
table-cell: 28415 [1557, 1036, 1588, 1047]
table-row [774, 1114, 964, 1127]
basket-text: Η Διεθνής Ομοσπονδία Καλαθοσφαιρίσεως εξέφρασεν τας ευχαριστίας της εις την Αίγυπτον διά την άψογον οργάνωσιν των αγώνων. Το πρωτάθλημα αυτό θα διεξαχθή επί δύο φάσεις. Οι πρωταθλητές αγώνες θα διεξαχθούν εν παντί Ευρώπης. [1392, 161, 1590, 270]
school-title: ΗΜΕΡΗΣΙΑ ΕΠΑΓΓΕΛΜΑΤΙΚΗ [831, 480, 1115, 502]
story-title: ΑΦΥΠΝΙΣΙΣ ΤΗΣ ΑΛΕΞΑΝΔΡΕΙΑΣ [808, 106, 1019, 120]
table-cell: Κώστας Ιμπρομέλης [1184, 1173, 1282, 1185]
table-cell: Πέμπτη [776, 617, 817, 630]
film-venue: ΣΤΟ «ΡΙΑΛΤΟ» [441, 214, 515, 226]
hotel-name: 'ΒΙΚΤΩΡΙΑ' [1280, 1412, 1547, 1477]
table-row [1390, 996, 1590, 1009]
paper-name: «Ταχυδρόμος-Αίγυπτος» [603, 18, 811, 36]
table-cell: 15)9)62 [841, 565, 883, 578]
table-cell: 20 [1115, 1127, 1128, 1139]
hotel-address: 66, οδός Έλ Γκουμχουρία — Κάϊρον [1217, 1475, 1555, 1495]
section-title: ΚΟΙΝΩΝΙΚΑ [388, 52, 543, 91]
table-cell: Σταδίου Γκαλ. [974, 1127, 1045, 1139]
table-row [774, 1153, 964, 1166]
serial-continued: (Ακολουθεί) [634, 2161, 702, 2174]
table-cell: Αναστάσιος Ξ. Παπάς [1392, 1114, 1500, 1125]
table-cell: Αλέξανδρος Κομνηνός [1392, 971, 1501, 982]
